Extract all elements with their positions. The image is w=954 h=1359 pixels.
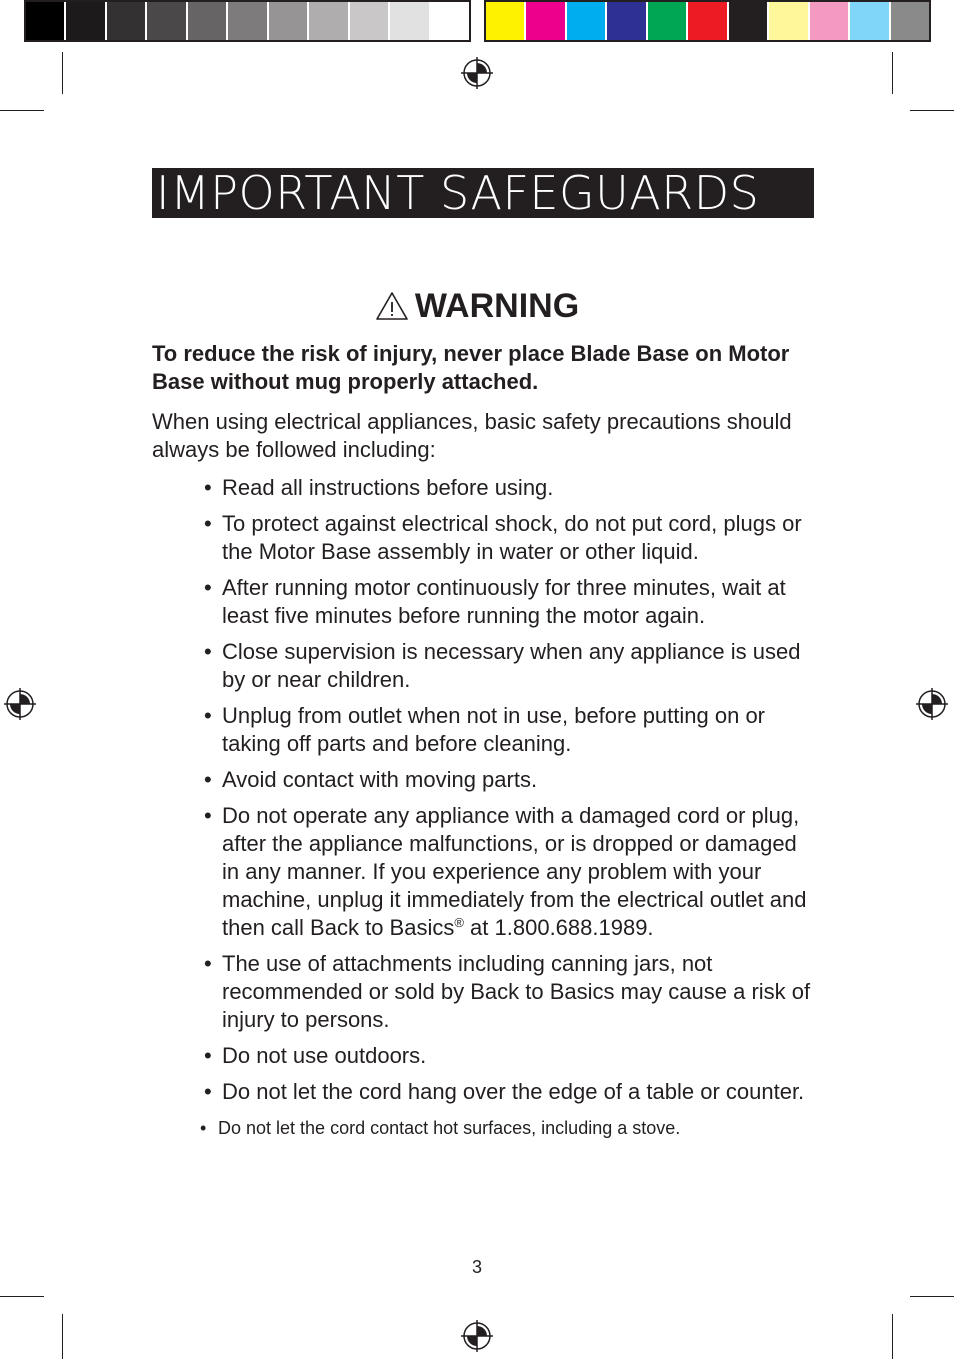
crop-mark: [892, 1314, 893, 1359]
list-item: [204, 802, 814, 942]
bullet-icon: •: [204, 703, 212, 728]
crop-mark: [0, 110, 44, 111]
list-item: [200, 1116, 814, 1140]
gray-patch: [26, 2, 66, 40]
list-item-text: Avoid contact with moving parts.: [222, 767, 538, 792]
list-item: [204, 638, 814, 694]
gray-patch: [107, 2, 147, 40]
safeguards-content: [152, 340, 814, 1148]
list-item: [204, 510, 814, 566]
warning-triangle-icon: [375, 291, 409, 321]
list-item-text: To protect against electrical shock, do not put cord, plugs or the Motor Base assembly in water or other liquid.: [222, 511, 802, 564]
crop-mark: [910, 110, 954, 111]
page-number: 3: [471, 1257, 482, 1277]
gray-patch: [269, 2, 309, 40]
crop-mark: [892, 52, 893, 94]
color-patch: [729, 2, 769, 40]
process-color-bar: [484, 0, 931, 42]
color-patch: [607, 2, 647, 40]
list-item-text: Do not use outdoors.: [222, 1043, 427, 1068]
list-item: [204, 574, 814, 630]
bullet-icon: •: [204, 767, 212, 792]
grayscale-color-bar: [24, 0, 471, 42]
list-item: [204, 474, 814, 502]
list-item: [204, 950, 814, 1034]
gray-patch: [188, 2, 228, 40]
list-item: [204, 702, 814, 758]
registered-trademark-mark: ®: [454, 915, 464, 930]
crop-mark: [62, 52, 63, 94]
list-item-text: Do not let the cord hang over the edge of a table or counter.: [222, 1079, 805, 1104]
bullet-icon: •: [204, 951, 212, 976]
list-item: [204, 1078, 814, 1106]
bullet-icon: •: [204, 475, 212, 500]
crop-mark: [0, 1296, 44, 1297]
gray-patch: [390, 2, 430, 40]
bullet-icon: •: [200, 1118, 207, 1138]
registration-mark-icon: [461, 1320, 493, 1352]
bullet-icon: •: [204, 511, 212, 536]
warning-title: WARNING: [414, 287, 580, 325]
gray-patch: [147, 2, 187, 40]
color-patch: [526, 2, 566, 40]
list-item-text: The use of attachments including canning jars, not recommended or sold by Back to Basics may cause a risk of injury to persons.: [222, 951, 811, 1032]
warning-heading: [0, 284, 954, 328]
crop-mark: [910, 1296, 954, 1297]
list-item: [204, 766, 814, 794]
bullet-icon: •: [204, 639, 212, 664]
list-item-text: Read all instructions before using.: [222, 475, 554, 500]
color-patch: [567, 2, 607, 40]
list-item: [204, 1042, 814, 1070]
list-item-text: at 1.800.688.1989.: [463, 915, 654, 940]
section-heading: IMPORTANT SAFEGUARDS: [152, 168, 814, 218]
bullet-icon: •: [204, 1043, 212, 1068]
color-patch: [648, 2, 688, 40]
gray-patch: [309, 2, 349, 40]
safeguard-list: [152, 474, 814, 1140]
gray-patch: [431, 2, 469, 40]
bullet-icon: •: [204, 575, 212, 600]
gray-patch: [228, 2, 268, 40]
bullet-icon: •: [204, 803, 212, 828]
registration-mark-icon: [461, 57, 493, 89]
color-patch: [486, 2, 526, 40]
list-item-text: After running motor continuously for three minutes, wait at least five minutes before running the motor again.: [222, 575, 786, 628]
color-patch: [810, 2, 850, 40]
list-item-text: Do not operate any appliance with a damaged cord or plug, after the appliance malfunctions, or is dropped or damaged in any manner. If you experience any problem with your machine, unplug it immediately from the electrical outlet and then call Back to Basics: [222, 803, 807, 940]
list-item-text: Close supervision is necessary when any appliance is used by or near children.: [222, 639, 801, 692]
registration-mark-icon: [916, 688, 948, 720]
color-patch: [769, 2, 809, 40]
bullet-icon: •: [204, 1079, 212, 1104]
intro-paragraph: When using electrical appliances, basic safety precautions should always be followed including:: [152, 409, 792, 462]
list-item-text: Do not let the cord contact hot surfaces, including a stove.: [218, 1118, 681, 1138]
registration-mark-icon: [4, 688, 36, 720]
gray-patch: [66, 2, 106, 40]
crop-mark: [62, 1314, 63, 1359]
warning-statement: To reduce the risk of injury, never place Blade Base on Motor Base without mug properly attached.: [152, 341, 790, 394]
list-item-text: Unplug from outlet when not in use, before putting on or taking off parts and before cleaning.: [222, 703, 766, 756]
color-patch: [850, 2, 890, 40]
gray-patch: [350, 2, 390, 40]
color-patch: [891, 2, 929, 40]
color-patch: [688, 2, 728, 40]
